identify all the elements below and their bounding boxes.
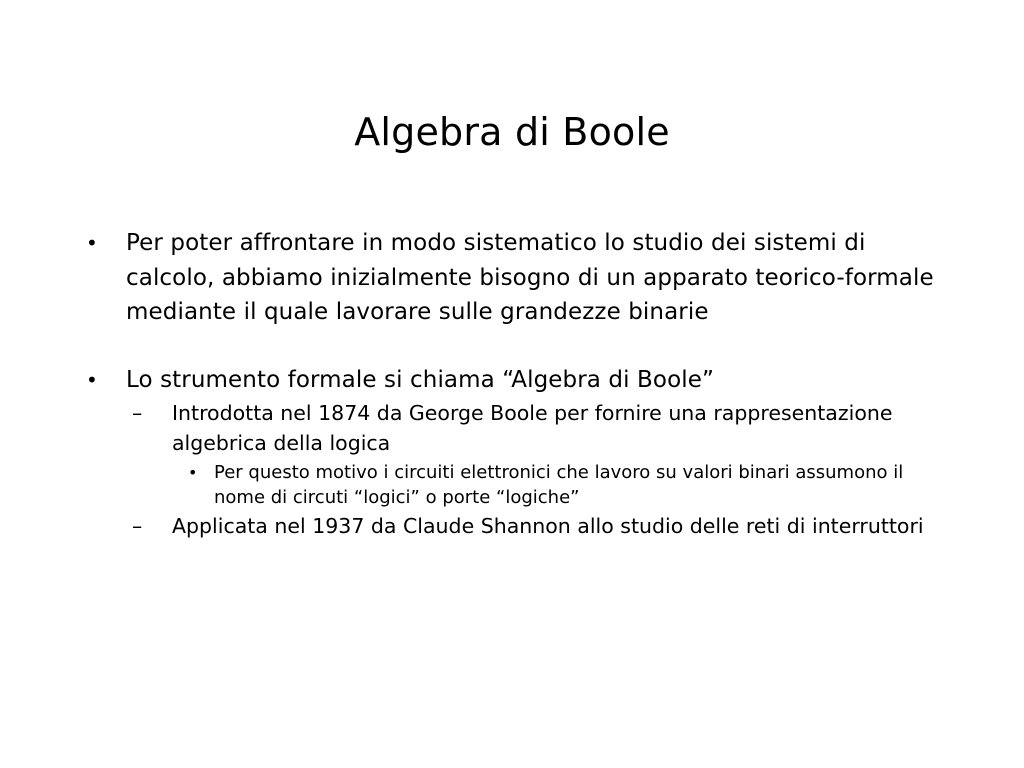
sub-sub-bullet-text: Per questo motivo i circuiti elettronici che lavoro su valori binari assumono il nome di circuti “logici” o porte “logiche” [214, 462, 904, 508]
bullet-marker: • [188, 463, 198, 482]
bullet-marker: • [86, 231, 98, 255]
sub-bullet-text: Introdotta nel 1874 da George Boole per fornire una rappresentazione algebrica della logica [172, 401, 893, 455]
sub-bullet-text: Applicata nel 1937 da Claude Shannon allo studio delle reti di interruttori [172, 514, 924, 538]
bullet-marker: • [86, 367, 98, 392]
slide-body [86, 226, 936, 542]
bullet-text: Per poter affrontare in modo sistematico lo studio dei sistemi di calcolo, abbiamo inizialmente bisogno di un apparato teorico-formale mediante il quale lavorare sulle grandezze binarie [126, 230, 934, 325]
bullet-text: Lo strumento formale si chiama “Algebra di Boole” [126, 366, 714, 393]
slide-title: Algebra di Boole [354, 110, 670, 154]
sub-sub-bullet-item [86, 461, 936, 510]
dash-marker: – [132, 401, 143, 425]
sub-bullet-item [86, 512, 936, 542]
bullet-item [86, 226, 936, 330]
bullet-item [86, 363, 936, 398]
dash-marker: – [132, 514, 143, 538]
sub-bullet-item [86, 399, 936, 458]
